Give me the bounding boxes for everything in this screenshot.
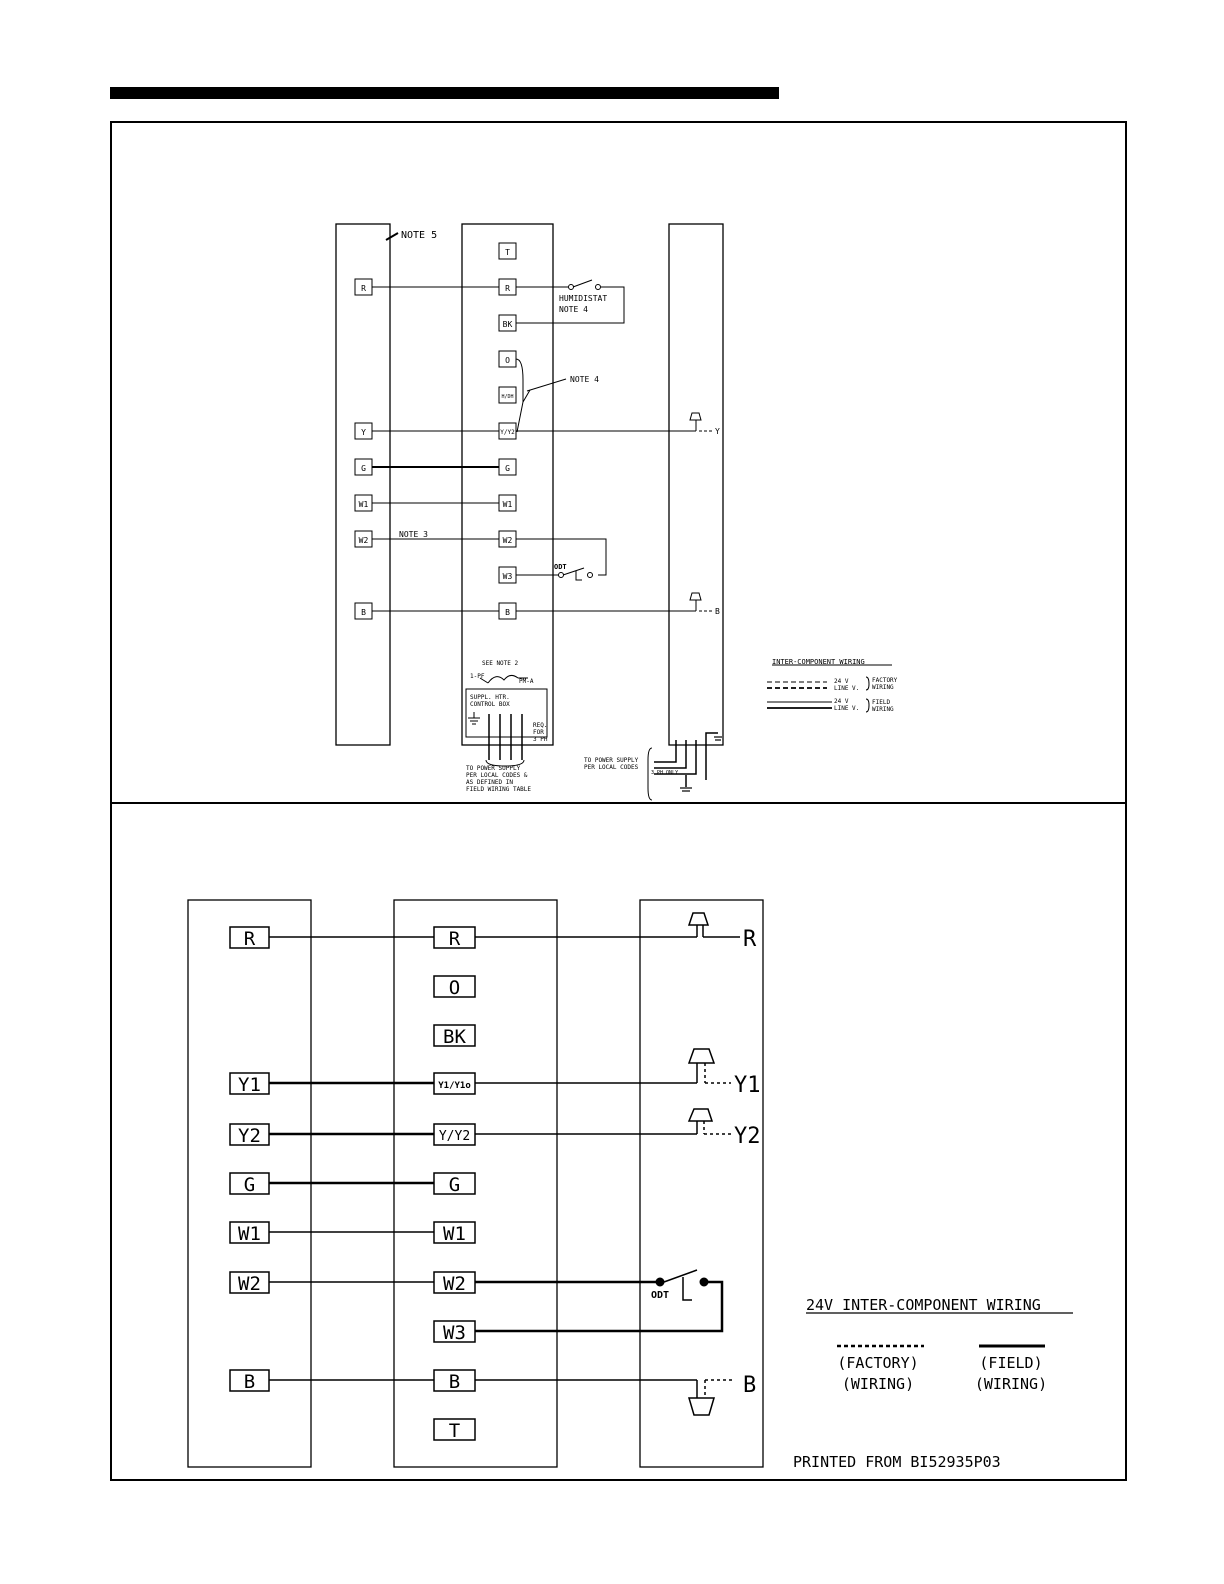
top-left-label-g: G (361, 464, 366, 473)
top-panel-frame (111, 122, 1126, 803)
bottom-odt-contact-1 (656, 1278, 664, 1286)
bottom-odt-return-wire (475, 1282, 722, 1331)
bottom-diagram-labels (238, 927, 1047, 1471)
top-legend-linev-a: LINE V. (834, 685, 860, 692)
heater-plug (488, 675, 518, 683)
note5-arrow (386, 233, 398, 240)
top-left-label-y: Y (361, 428, 366, 437)
bottom-connector-r (689, 913, 708, 925)
three-ph-only-label: 3 PH ONLY (651, 770, 679, 776)
bottom-odt-label: ODT (651, 1290, 670, 1301)
see-note2-label: SEE NOTE 2 (482, 660, 519, 667)
bottom-left-label-g: G (243, 1174, 256, 1196)
top-mid-label-w1: W1 (502, 500, 513, 509)
humidistat-contact-1 (569, 285, 574, 290)
top-mid-label-w2: W2 (502, 536, 513, 545)
top-left-label-w2: W2 (358, 536, 369, 545)
printed-from-label: PRINTED FROM BI52935P03 (793, 1453, 1001, 1471)
humidistat-label: HUMIDISTAT (559, 294, 608, 303)
bottom-connector-y1 (689, 1049, 714, 1063)
top-mid-label-g: G (505, 464, 510, 473)
req-line3: 3 PH (533, 736, 548, 743)
pma-label: PM-A (519, 678, 534, 685)
top-mid-label-yy2: Y/Y2 (500, 429, 515, 436)
bottom-legend-title: 24V INTER-COMPONENT WIRING (806, 1296, 1041, 1314)
bottom-outdoor-label-y1: Y1 (734, 1073, 761, 1098)
bottom-mid-label-r: R (448, 928, 461, 950)
bottom-connector-b (689, 1398, 714, 1415)
heater-box-line1: SUPPL. HTR. (470, 694, 510, 701)
top-legend-linev-b: LINE V. (834, 705, 860, 712)
bottom-outdoor-label-y2: Y2 (734, 1124, 761, 1149)
top-left-label-b: B (361, 608, 366, 617)
top-diagram (336, 224, 723, 800)
power-right-line2: PER LOCAL CODES (584, 764, 639, 771)
bottom-diagram (188, 900, 763, 1467)
bottom-legend-field-2: (WIRING) (974, 1375, 1048, 1393)
note3-label: NOTE 3 (399, 530, 428, 539)
bottom-mid-label-b: B (448, 1371, 461, 1393)
top-mid-label-o: O (505, 356, 510, 365)
req-line2: FOR (533, 729, 544, 736)
bottom-mid-label-w2: W2 (443, 1273, 466, 1295)
bottom-legend-factory-1: (FACTORY) (837, 1354, 919, 1372)
humidistat-note: NOTE 4 (559, 305, 588, 314)
req-line1: REQ. (533, 722, 548, 729)
heater-ground-symbol (468, 712, 480, 724)
bottom-left-label-r: R (243, 928, 256, 950)
top-legend-factory-2: WIRING (872, 684, 894, 691)
bottom-left-label-w1: W1 (238, 1223, 261, 1245)
bottom-odt-contact-2 (700, 1278, 708, 1286)
bottom-connector-y2 (689, 1109, 712, 1121)
top-outdoor-label-b: B (715, 607, 720, 616)
bottom-left-label-b: B (243, 1371, 256, 1393)
bottom-outdoor-label-b: B (743, 1373, 757, 1398)
pf-label: 1-PF (470, 673, 485, 680)
top-outdoor-label-y: Y (715, 427, 720, 436)
outdoor-power-leads (654, 733, 718, 787)
power-left-line4: FIELD WIRING TABLE (466, 786, 532, 793)
bottom-mid-label-yy2: Y/Y2 (438, 1129, 471, 1144)
top-mid-label-w3: W3 (502, 572, 513, 581)
bottom-left-label-w2: W2 (238, 1273, 261, 1295)
note4-label: NOTE 4 (570, 375, 599, 384)
top-mid-label-bk: BK (502, 320, 513, 329)
top-legend-24v-a: 24 V (834, 678, 849, 685)
power-left-line1: TO POWER SUPPLY (466, 765, 521, 772)
note4-bracket (516, 359, 530, 432)
bottom-mid-label-g: G (448, 1174, 461, 1196)
bottom-outdoor-label-r: R (743, 927, 757, 952)
heater-box-line2: CONTROL BOX (470, 701, 510, 708)
bottom-legend (806, 1313, 1073, 1346)
bottom-legend-field-1: (FIELD) (979, 1354, 1043, 1372)
top-outdoor-box (669, 224, 723, 745)
power-left-line2: PER LOCAL CODES & (466, 772, 528, 779)
top-mid-label-t: T (505, 248, 510, 257)
top-legend-title: INTER-COMPONENT WIRING (772, 658, 865, 666)
power-left-line3: AS DEFINED IN (466, 779, 513, 786)
top-legend-field-2: WIRING (872, 706, 894, 713)
bottom-mid-label-bk: BK (443, 1026, 466, 1048)
bottom-mid-label-o: O (448, 977, 461, 999)
top-left-label-w1: W1 (358, 500, 369, 509)
bottom-mid-label-y1y1o: Y1/Y1o (438, 1081, 471, 1091)
bottom-mid-label-w1: W1 (443, 1223, 466, 1245)
top-mid-label-r: R (505, 284, 510, 293)
bottom-mid-label-t: T (448, 1420, 461, 1442)
top-odt-contact-1 (559, 573, 564, 578)
bottom-panel-frame (111, 803, 1126, 1480)
humidistat-contact-2 (596, 285, 601, 290)
top-legend-field-1: FIELD (872, 699, 891, 706)
top-outdoor-connector-y (690, 413, 701, 420)
bottom-left-label-y2: Y2 (238, 1125, 261, 1147)
top-odt-label: ODT (554, 563, 567, 571)
bottom-legend-factory-2: (WIRING) (841, 1375, 915, 1393)
humidistat-switch-arm (573, 280, 592, 287)
top-legend-factory-1: FACTORY (872, 677, 898, 684)
top-left-label-r: R (361, 284, 366, 293)
bottom-mid-label-w3: W3 (443, 1322, 466, 1344)
top-mid-label-b: B (505, 608, 510, 617)
bottom-odt-arm (664, 1270, 697, 1282)
top-mid-label-hdh: H/DH (501, 394, 514, 400)
top-legend-24v-b: 24 V (834, 698, 849, 705)
top-odt-contact-2 (588, 573, 593, 578)
bottom-left-label-y1: Y1 (238, 1074, 261, 1096)
note4-leader (527, 379, 566, 391)
top-thermostat-box (336, 224, 390, 745)
top-outdoor-connector-b (690, 593, 701, 600)
note5-label: NOTE 5 (401, 230, 438, 241)
power-right-line1: TO POWER SUPPLY (584, 757, 639, 764)
